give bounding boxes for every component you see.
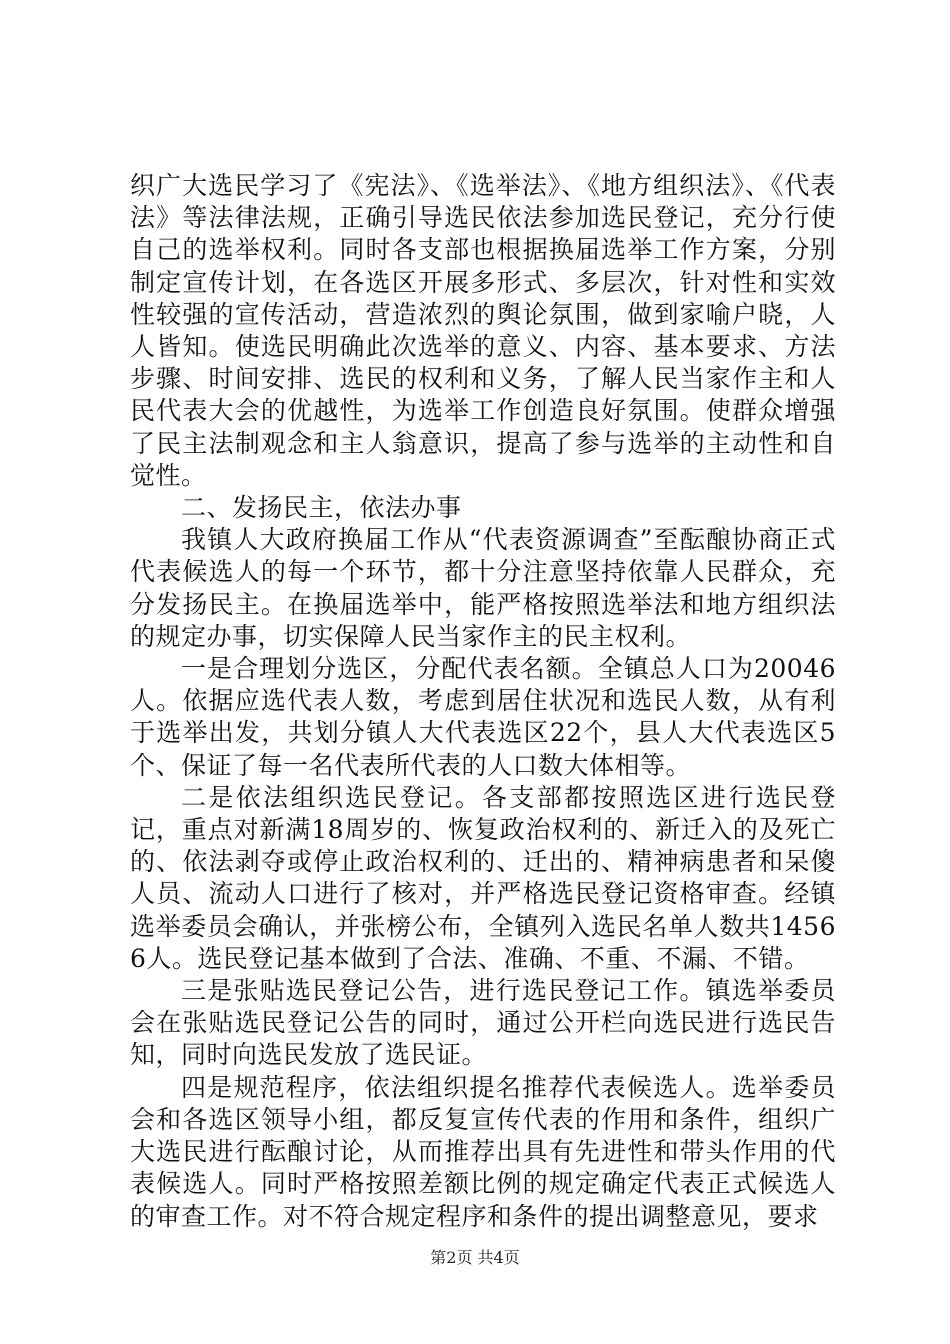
paragraph: 三是张贴选民登记公告，进行选民登记工作。镇选举委员会在张贴选民登记公告的同时，通过公开栏向选民进行选民告知，同时向选民发放了选民证。 xyxy=(130,976,836,1070)
paragraph: 一是合理划分选区，分配代表名额。全镇总人口为20046人。依据应选代表人数，考虑到居住状况和选民人数，从有利于选举出发，共划分镇人大代表选区22个，县人大代表选区5个、保证了每一名代表所代表的人口数大体相等。 xyxy=(130,654,836,780)
page-footer: 第2页 共4页 xyxy=(430,1248,520,1267)
paragraph: 二是依法组织选民登记。各支部都按照选区进行选民登记，重点对新满18周岁的、恢复政治权利的、新迁入的及死亡的、依法剥夺或停止政治权利的、迁出的、精神病患者和呆傻人员、流动人口进行了核对，并严格选民登记资格审查。经镇选举委员会确认，并张榜公布，全镇列入选民名单人数共14566人。选民登记基本做到了合法、准确、不重、不漏、不错。 xyxy=(130,782,836,973)
paragraph: 四是规范程序，依法组织提名推荐代表候选人。选举委员会和各选区领导小组，都反复宣传代表的作用和条件，组织广大选民进行酝酿讨论，从而推荐出具有先进性和带头作用的代表候选人。同时严格按照差额比例的规定确定代表正式候选人的审查工作。对不符合规定程序和条件的提出调整意见，要求 xyxy=(130,1072,836,1231)
document-body xyxy=(130,170,836,1233)
section-heading: 二、发扬民主，依法办事 xyxy=(181,493,462,523)
paragraph-continuation: 织广大选民学习了《宪法》、《选举法》、《地方组织法》、《代表法》等法律法规，正确引导选民依法参加选民登记，充分行使自己的选举权利。同时各支部也根据换届选举工作方案，分别制定宣传计划，在各选区开展多形式、多层次，针对性和实效性较强的宣传活动，营造浓烈的舆论氛围，做到家喻户晓，人人皆知。使选民明确此次选举的意义、内容、基本要求、方法步骤、时间安排、选民的权利和义务，了解人民当家作主和人民代表大会的优越性，为选举工作创造良好氛围。使群众增强了民主法制观念和主人翁意识，提高了参与选举的主动性和自觉性。 xyxy=(130,171,836,490)
paragraph: 我镇人大政府换届工作从“代表资源调查”至酝酿协商正式代表候选人的每一个环节，都十分注意坚持依靠人民群众，充分发扬民主。在换届选举中，能严格按照选举法和地方组织法的规定办事，切实保障人民当家作主的民主权利。 xyxy=(130,525,836,651)
